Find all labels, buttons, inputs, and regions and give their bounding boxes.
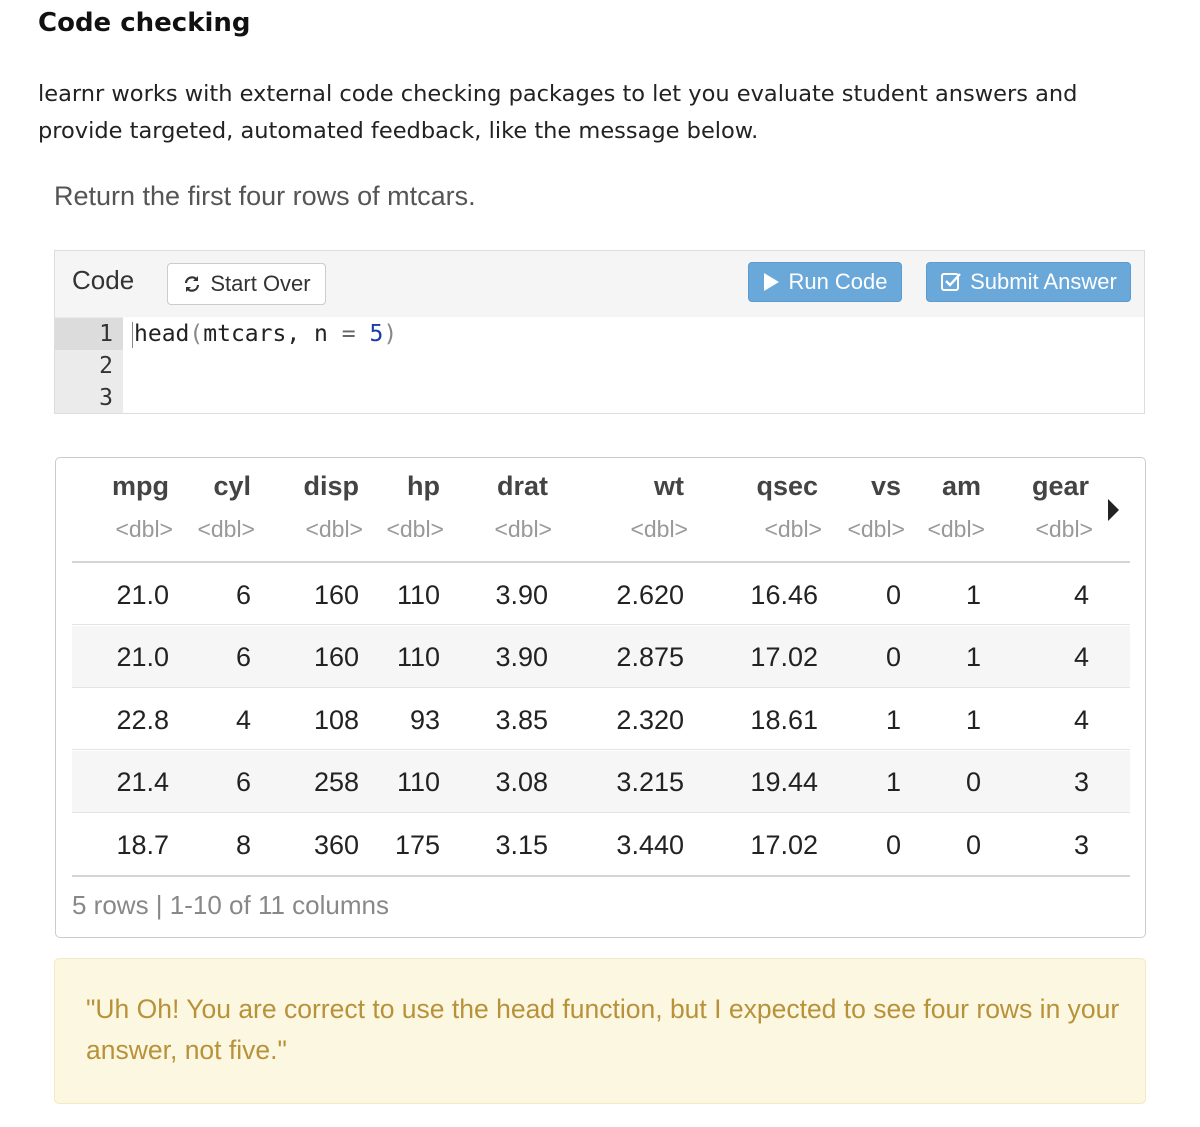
table-cell: 3.440 bbox=[616, 830, 684, 860]
table-cell: 21.0 bbox=[116, 642, 169, 672]
table-cell: 1 bbox=[885, 705, 901, 735]
submit-answer-label: Submit Answer bbox=[970, 269, 1117, 294]
table-cell: 3.90 bbox=[495, 580, 548, 610]
table-cell: 21.0 bbox=[116, 580, 169, 610]
column-type: <dbl> bbox=[927, 516, 985, 542]
table-cell: 160 bbox=[313, 580, 359, 610]
column-type: <dbl> bbox=[386, 516, 444, 542]
table-cell: 3.85 bbox=[495, 705, 548, 735]
table-cell: 258 bbox=[313, 767, 359, 797]
feedback-alert bbox=[54, 958, 1146, 1104]
column-header-hp[interactable]: hp bbox=[407, 471, 440, 501]
column-type: <dbl> bbox=[305, 516, 363, 542]
column-header-drat[interactable]: drat bbox=[496, 471, 548, 501]
table-divider bbox=[72, 561, 1130, 563]
line-number: 2 bbox=[99, 353, 113, 379]
table-cell: 18.61 bbox=[750, 705, 818, 735]
table-cell: 17.02 bbox=[750, 642, 818, 672]
table-cell: 4 bbox=[1073, 580, 1089, 610]
line-number: 1 bbox=[55, 318, 123, 350]
table-cell: 2.620 bbox=[616, 580, 684, 610]
table-cell: 1 bbox=[885, 767, 901, 797]
table-cell: 6 bbox=[235, 642, 251, 672]
table-cell: 4 bbox=[1073, 642, 1089, 672]
caret-right-icon[interactable] bbox=[1108, 499, 1119, 521]
column-header-qsec[interactable]: qsec bbox=[756, 471, 818, 501]
table-cell: 0 bbox=[885, 642, 901, 672]
code-function: head bbox=[134, 321, 190, 347]
table-footer: 5 rows | 1-10 of 11 columns bbox=[72, 890, 389, 920]
column-type: <dbl> bbox=[764, 516, 822, 542]
table-cell: 22.8 bbox=[116, 705, 169, 735]
table-cell: 6 bbox=[235, 580, 251, 610]
column-header-wt[interactable]: wt bbox=[654, 471, 684, 501]
run-code-label: Run Code bbox=[788, 269, 888, 294]
table-cell: 0 bbox=[885, 580, 901, 610]
code-paren-close: ) bbox=[383, 321, 398, 347]
table-cell: 19.44 bbox=[750, 767, 818, 797]
column-type: <dbl> bbox=[197, 516, 255, 542]
refresh-icon bbox=[182, 274, 202, 294]
column-header-cyl[interactable]: cyl bbox=[213, 471, 251, 501]
column-type: <dbl> bbox=[630, 516, 688, 542]
output-table-panel bbox=[55, 457, 1146, 938]
column-header-gear[interactable]: gear bbox=[1031, 471, 1089, 501]
table-cell: 1 bbox=[965, 705, 981, 735]
code-number: 5 bbox=[369, 321, 384, 347]
table-cell: 8 bbox=[235, 830, 251, 860]
code-paren-open: ( bbox=[189, 321, 204, 347]
run-code-button[interactable] bbox=[748, 262, 902, 302]
line-number: 3 bbox=[99, 385, 113, 411]
table-cell: 3.215 bbox=[616, 767, 684, 797]
table-cell: 0 bbox=[885, 830, 901, 860]
column-header-disp[interactable]: disp bbox=[303, 471, 359, 501]
table-cell: 110 bbox=[396, 767, 440, 797]
column-type: <dbl> bbox=[115, 516, 173, 542]
column-type: <dbl> bbox=[1035, 516, 1093, 542]
start-over-button[interactable] bbox=[167, 263, 326, 305]
column-type: <dbl> bbox=[494, 516, 552, 542]
table-cell: 3 bbox=[1073, 830, 1089, 860]
table-cell: 3.90 bbox=[495, 642, 548, 672]
checkbox-icon bbox=[940, 271, 962, 293]
table-cell: 160 bbox=[313, 642, 359, 672]
table-cell: 0 bbox=[965, 767, 981, 797]
section-title: Code checking bbox=[38, 8, 251, 38]
table-cell: 2.320 bbox=[616, 705, 684, 735]
table-cell: 360 bbox=[313, 830, 359, 860]
code-operator: = bbox=[341, 321, 356, 347]
table-cell: 17.02 bbox=[750, 830, 818, 860]
column-type: <dbl> bbox=[847, 516, 905, 542]
intro-paragraph: learnr works with external code checking packages to let you evaluate student answers and provide targeted, automated feedback, like the message below. bbox=[38, 81, 1078, 144]
code-editor[interactable] bbox=[55, 317, 1144, 413]
table-cell: 0 bbox=[965, 830, 981, 860]
table-cell: 3 bbox=[1073, 767, 1089, 797]
line-number-gutter bbox=[55, 317, 123, 413]
table-cell: 108 bbox=[313, 705, 359, 735]
table-cell: 2.875 bbox=[616, 642, 684, 672]
table-cell: 3.15 bbox=[495, 830, 548, 860]
table-cell: 175 bbox=[394, 830, 440, 860]
table-cell: 110 bbox=[396, 580, 440, 610]
table-cell: 3.08 bbox=[495, 767, 548, 797]
table-cell: 18.7 bbox=[116, 830, 169, 860]
exercise-panel bbox=[54, 250, 1145, 414]
column-header-vs[interactable]: vs bbox=[870, 471, 901, 501]
table-cell: 1 bbox=[965, 580, 981, 610]
code-label: Code bbox=[72, 265, 135, 295]
exercise-header bbox=[55, 251, 1144, 318]
column-header-mpg[interactable]: mpg bbox=[112, 471, 169, 501]
table-cell: 110 bbox=[396, 642, 440, 672]
table-cell: 16.46 bbox=[750, 580, 818, 610]
table-cell: 93 bbox=[409, 705, 440, 735]
text-cursor bbox=[132, 322, 133, 348]
feedback-message: "Uh Oh! You are correct to use the head function, but I expected to see four rows in your answer, not five." bbox=[86, 994, 1120, 1065]
table-cell: 1 bbox=[965, 642, 981, 672]
code-line-1[interactable] bbox=[132, 318, 397, 350]
column-header-am[interactable]: am bbox=[941, 471, 981, 501]
table-cell: 4 bbox=[235, 705, 251, 735]
table-cell: 6 bbox=[235, 767, 251, 797]
code-args: mtcars, n bbox=[203, 321, 342, 347]
submit-answer-button[interactable] bbox=[926, 262, 1131, 302]
exercise-question: Return the first four rows of mtcars. bbox=[54, 181, 476, 211]
table-cell: 21.4 bbox=[116, 767, 169, 797]
table-cell: 4 bbox=[1073, 705, 1089, 735]
start-over-label: Start Over bbox=[210, 271, 311, 296]
play-icon bbox=[762, 272, 780, 292]
